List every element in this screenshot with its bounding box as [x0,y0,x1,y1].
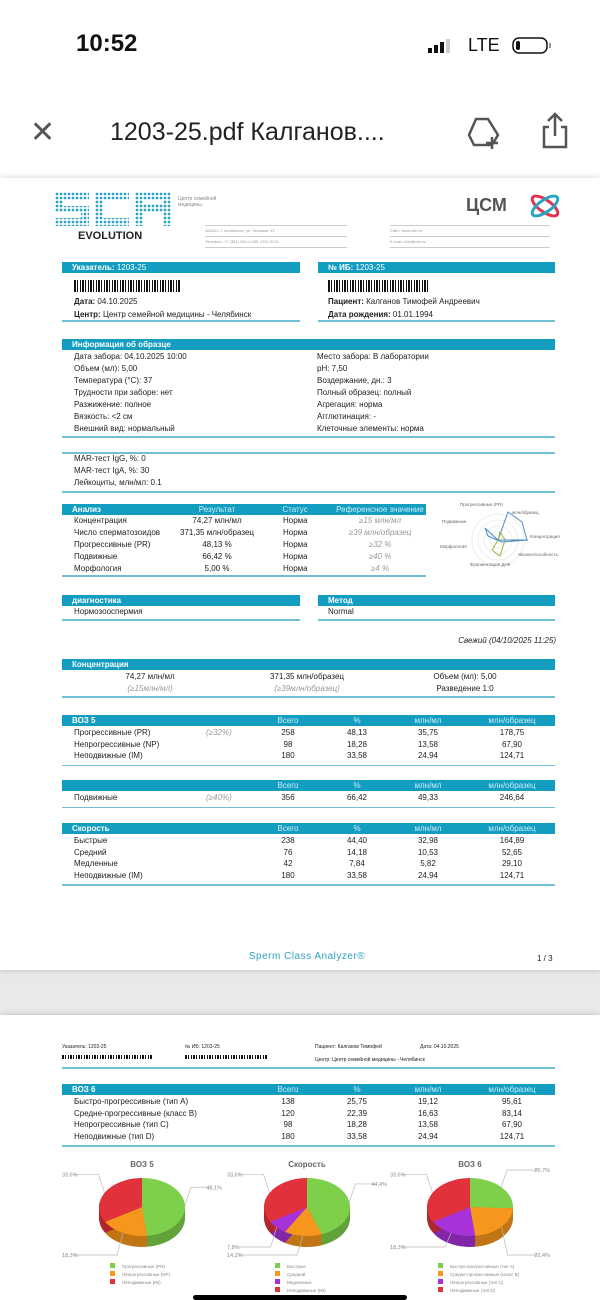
row-value: 18,28 [346,739,368,749]
radar-label: млн/образец [512,510,539,515]
col-header: млн/образец [488,1085,536,1094]
row-value: 33,58 [346,751,368,761]
legend-label: Средний [287,1272,306,1277]
legend-label: Быстро-прогрессивные (тип A) [450,1264,515,1269]
row-reference: (≥40%) [206,793,232,802]
pie-chart [227,1160,387,1293]
col-header: млн/мл [414,1085,442,1094]
p2-patient: Пациент: Калганов Тимофей [315,1044,382,1050]
row-value: 67,90 [501,739,523,749]
dilution-value: Разведение 1:0 [436,684,494,693]
pointer-bar [62,262,300,273]
pie-leader [501,1170,538,1187]
row-reference: (≥32%) [206,728,232,737]
legend-label: Неподвижные (IM) [287,1288,326,1293]
col-header: Всего [277,716,299,725]
analysis-result: 66,42 % [202,552,232,561]
p2-ib: № ИБ: 1203-25 [185,1044,220,1050]
analysis-result: 74,27 млн/мл [192,516,242,525]
divider [62,696,555,698]
row-label: Неподвижные (тип D) [74,1131,155,1141]
close-icon[interactable]: ✕ [30,116,56,149]
row-value: 19,12 [417,1097,439,1106]
info-field: Агглютинация: - [317,412,376,421]
method-header: Метод [318,595,555,606]
row-value: 18,28 [346,1120,368,1130]
count-ref: (≥39млн/образец) [274,684,340,693]
analysis-status: Норма [283,528,308,537]
pie-title: Скорость [288,1160,326,1169]
analysis-name: Подвижные [74,552,118,561]
info-field: Разжижение: полное [74,400,152,409]
divider [62,765,555,767]
pdf-page-1[interactable] [0,178,600,970]
analysis-name: Прогрессивные (PR) [74,540,151,549]
legend-swatch [110,1279,115,1284]
legend-swatch [275,1263,280,1268]
info-field: Клеточные элементы: норма [317,424,424,433]
divider [318,619,555,621]
clock: 10:52 [76,30,138,57]
who5-title: ВОЗ 5 [72,716,96,725]
col-header: млн/образец [488,781,536,790]
col-header: млн/мл [414,824,442,833]
info-field: Агрегация: норма [317,400,383,409]
col-header: % [353,1085,361,1094]
pie-data-label: 7,8% [227,1245,240,1251]
pie-data-label: 48,1% [206,1185,222,1192]
email: E-mail: chel@cfm.ru [390,236,550,248]
legend-swatch [110,1263,115,1268]
csm-logo-icon [528,192,562,225]
analysis-reference: ≥4 % [370,564,390,573]
row-label: Подвижные [74,793,118,802]
info-field: Полный образец: полный [317,388,412,397]
row-value: 42 [283,859,293,869]
sca-logo [55,192,175,231]
row-value: 66,42 [346,793,368,802]
speed-header [62,823,555,834]
center-label: Центр: [74,310,101,319]
row-label: Прогрессивные (PR) [74,728,151,737]
info-field: Лейкоциты, млн/мл: 0.1 [74,478,162,487]
diagnosis-value: Нормозооспермия [74,607,143,616]
radar-label: Концентрация [530,534,560,539]
legend-swatch [275,1279,280,1284]
ib-bar [318,262,555,273]
legend-label: Непрогрессивные (NP) [122,1272,170,1277]
row-value: 33,58 [346,1131,368,1141]
analysis-reference: ≥32 % [368,540,392,549]
footer-brand: Sperm Class Analyzer® [248,951,366,962]
row-value: 5,82 [420,859,436,869]
page-number: 1 / 3 [537,954,553,963]
analysis-reference: ≥39 млн/образец [348,528,412,537]
network-label: LTE [468,35,500,55]
analysis-name: Морфология [74,564,122,573]
divider [62,436,555,438]
info-field: Воздержание, дн.: 3 [317,376,392,385]
row-label: Непрогрессивные (NP) [74,739,160,749]
pie-leader [239,1175,270,1193]
ib-label: № ИБ: [328,263,354,272]
row-value: 120 [281,1108,295,1118]
date-value: 04.10.2025 [97,297,138,306]
home-indicator[interactable] [193,1295,407,1300]
col-header: млн/мл [414,781,442,790]
pie-data-label: 44,4% [371,1181,387,1188]
ib-value: 1203-25 [355,263,385,272]
divider [62,491,555,493]
info-field: MAR-тест IgA, %: 30 [74,466,150,475]
logo-subtitle: EVOLUTION [78,230,143,242]
legend-label: Прогрессивные (PR) [122,1264,166,1269]
info-field: Место забора: В лаборатории [317,352,429,361]
drive-add-icon[interactable] [466,115,502,156]
col-status: Статус [282,505,308,514]
col-reference: Референсное значение [336,505,424,514]
pie-data-label: 18,3% [390,1245,406,1251]
row-value: 246,64 [499,793,525,802]
row-value: 14,18 [346,847,368,857]
legend-label: Средне-прогрессивные (класс B) [450,1272,520,1277]
p2-date: Дата: 04.10.2025 [420,1044,459,1050]
barcode [185,1055,267,1059]
pie-data-label: 25,7% [534,1168,550,1174]
row-value: 124,71 [499,1131,525,1141]
radar-label: Подвижные [442,519,467,524]
radar-label: Фрагментация ДНК [470,562,511,567]
row-label: Неподвижные (IM) [74,751,143,761]
pointer-label: Указатель: [72,263,115,272]
center-name: Центр семейной медицины [178,196,217,208]
row-label: Средний [74,847,107,857]
motile-header [62,780,555,791]
divider [62,1067,555,1069]
col-analysis: Анализ [72,505,102,514]
row-value: 258 [281,728,295,737]
row-value: 178,75 [499,728,525,737]
legend-swatch [438,1279,443,1284]
row-value: 13,58 [417,1120,439,1130]
row-value: 44,40 [346,836,368,845]
info-field: Внешний вид: нормальный [74,424,175,433]
row-label: Быстрые [74,836,108,845]
p2-pointer: Указатель: 1203-25 [62,1044,107,1050]
row-value: 180 [281,751,295,761]
pie-data-label: 14,2% [227,1253,243,1259]
site: Сайт: www.cfm.ru [390,225,550,236]
row-value: 138 [281,1097,295,1106]
pie-data-label: 22,4% [534,1253,550,1259]
patient-label: Пациент: [328,297,364,306]
row-label: Неподвижные (IM) [74,870,143,880]
fresh-timestamp: Свежий (04/10/2025 11:25) [458,636,556,645]
diagnosis-header: диагностика [62,595,300,606]
phone: Телефон: +7 (351) 240-1-999, 223-28-15 [205,236,347,248]
analysis-reference: ≥40 % [368,552,392,561]
col-header: Всего [277,781,299,790]
row-value: 238 [281,836,295,845]
pointer-value: 1203-25 [116,263,147,272]
document-title: 1203-25.pdf Калганов.... [110,118,385,146]
analysis-result: 48,13 % [202,540,232,549]
legend-label: Неподвижные (тип D) [450,1288,496,1293]
patient-value: Калганов Тимофей Андреевич [366,297,480,306]
legend-swatch [438,1287,443,1292]
conc-value: 74,27 млн/мл [125,672,175,681]
pdf-page-2[interactable] [0,1015,600,1300]
pie-title: ВОЗ 5 [130,1160,154,1169]
pie-charts [0,1155,600,1300]
pie-data-label: 33,6% [62,1172,78,1179]
pie-title: ВОЗ 6 [458,1160,482,1169]
barcode [328,280,430,292]
row-value: 95,61 [501,1097,523,1106]
pie-chart [62,1160,222,1285]
signal-icon [428,38,460,59]
concentration-header: Концентрация [62,659,555,670]
divider [62,884,555,886]
volume-value: Объем (мл): 5,00 [433,672,497,681]
pie-data-label: 33,6% [390,1172,406,1179]
pie-chart [390,1160,550,1293]
col-header: млн/образец [488,716,536,725]
divider [62,1145,555,1147]
divider [62,619,300,621]
info-field: Трудности при заборе: нет [74,388,173,397]
speed-title: Скорость [72,824,110,833]
row-value: 83,14 [501,1108,523,1118]
row-value: 22,39 [346,1108,368,1118]
row-label: Средне-прогрессивные (класс B) [74,1108,197,1118]
analysis-name: Число сперматозоидов [74,528,161,537]
row-value: 35,75 [417,728,439,737]
analysis-result: 371,35 млн/образец [180,528,254,537]
center-value: Центр семейной медицины - Челябинск [102,310,252,319]
row-value: 48,13 [346,728,368,737]
info-field: Дата забора: 04.10.2025 10:00 [74,352,187,361]
row-value: 49,33 [417,793,439,802]
legend-swatch [110,1271,115,1276]
who6-title: ВОЗ 6 [72,1085,96,1094]
row-value: 7,84 [349,859,365,869]
pie-data-label: 18,3% [62,1253,78,1259]
row-value: 180 [281,870,295,880]
col-result: Результат [198,505,236,514]
pie-slice [470,1178,513,1208]
row-value: 29,10 [501,859,523,869]
col-header: млн/образец [488,824,536,833]
col-header: % [353,716,361,725]
pie-leader [74,1175,105,1193]
legend-label: Неподвижные (IM) [122,1280,161,1285]
legend-label: Непрогрессивные (тип C) [450,1280,504,1285]
who5-header [62,715,555,726]
row-value: 24,94 [417,1131,439,1141]
row-value: 24,94 [417,870,439,880]
legend-swatch [275,1271,280,1276]
row-value: 25,75 [346,1097,368,1106]
radar-label: Прогрессивные (PR) [460,502,504,507]
analysis-result: 5,00 % [204,564,230,573]
info-field: Объем (мл): 5,00 [74,364,138,373]
radar-label: Жизнеспособность [518,552,558,557]
row-value: 98 [283,1120,293,1130]
info-field: Температура (°C): 37 [74,376,153,385]
barcode [62,1055,152,1059]
col-header: % [353,781,361,790]
legend-swatch [275,1287,280,1292]
legend-label: Быстрые [287,1264,306,1269]
csm-logo-text: ЦСМ [466,195,507,215]
row-label: Непрогрессивные (тип C) [74,1120,169,1130]
legend-swatch [438,1271,443,1276]
row-value: 24,94 [417,751,439,761]
date-label: Дата: [74,297,96,306]
divider [62,320,300,322]
col-header: Всего [277,824,299,833]
analysis-status: Норма [283,516,308,525]
barcode [74,280,180,292]
row-value: 180 [281,1131,295,1141]
sample-info-header: Информация об образце [62,339,555,350]
p2-center: Центр: Центр семейной медицины - Челябинск [315,1057,425,1063]
row-value: 124,71 [499,870,525,880]
who6-header [62,1084,555,1095]
analysis-status: Норма [283,564,308,573]
legend-label: Медленные [287,1280,312,1285]
row-value: 67,90 [501,1120,523,1130]
pie-data-label: 33,6% [227,1172,243,1179]
col-header: Всего [277,1085,299,1094]
analysis-name: Концентрация [74,516,127,525]
row-label: Быстро-прогрессивные (тип A) [74,1097,189,1106]
row-value: 76 [283,847,293,857]
analysis-status: Норма [283,540,308,549]
address: 454021, г. Челябинск, ул. Лесовая, 13 [205,225,347,236]
row-value: 124,71 [499,751,525,761]
row-value: 52,65 [501,847,523,857]
row-label: Медленные [74,859,118,869]
radar-label: Морфология [440,544,467,549]
analysis-header [62,504,426,515]
radar-chart [430,498,570,588]
conc-ref: (≥15млн/мл) [127,684,173,693]
count-value: 371,35 млн/образец [270,672,344,681]
col-header: млн/мл [414,716,442,725]
dob-label: Дата рождения: [328,310,391,319]
row-value: 32,98 [417,836,439,845]
divider [62,575,426,577]
legend-swatch [438,1263,443,1268]
row-value: 98 [283,739,293,749]
analysis-status: Норма [283,552,308,561]
row-value: 10,53 [417,847,439,857]
row-value: 16,63 [417,1108,439,1118]
row-value: 13,58 [417,739,439,749]
method-value: Normal [328,607,354,616]
dob-value: 01.01.1994 [392,310,433,319]
row-value: 33,58 [346,870,368,880]
pie-leader [402,1175,433,1193]
info-field: MAR-тест IgG, %: 0 [74,454,146,463]
analysis-reference: ≥15 млн/мл [358,516,402,525]
row-value: 356 [281,793,295,802]
row-value: 164,89 [499,836,525,845]
info-field: pH: 7,50 [317,364,348,373]
share-icon[interactable] [540,112,570,155]
battery-icon [512,36,554,61]
divider [62,807,555,809]
info-field: Вязкость: <2 см [74,412,133,421]
col-header: % [353,824,361,833]
divider [318,320,555,322]
